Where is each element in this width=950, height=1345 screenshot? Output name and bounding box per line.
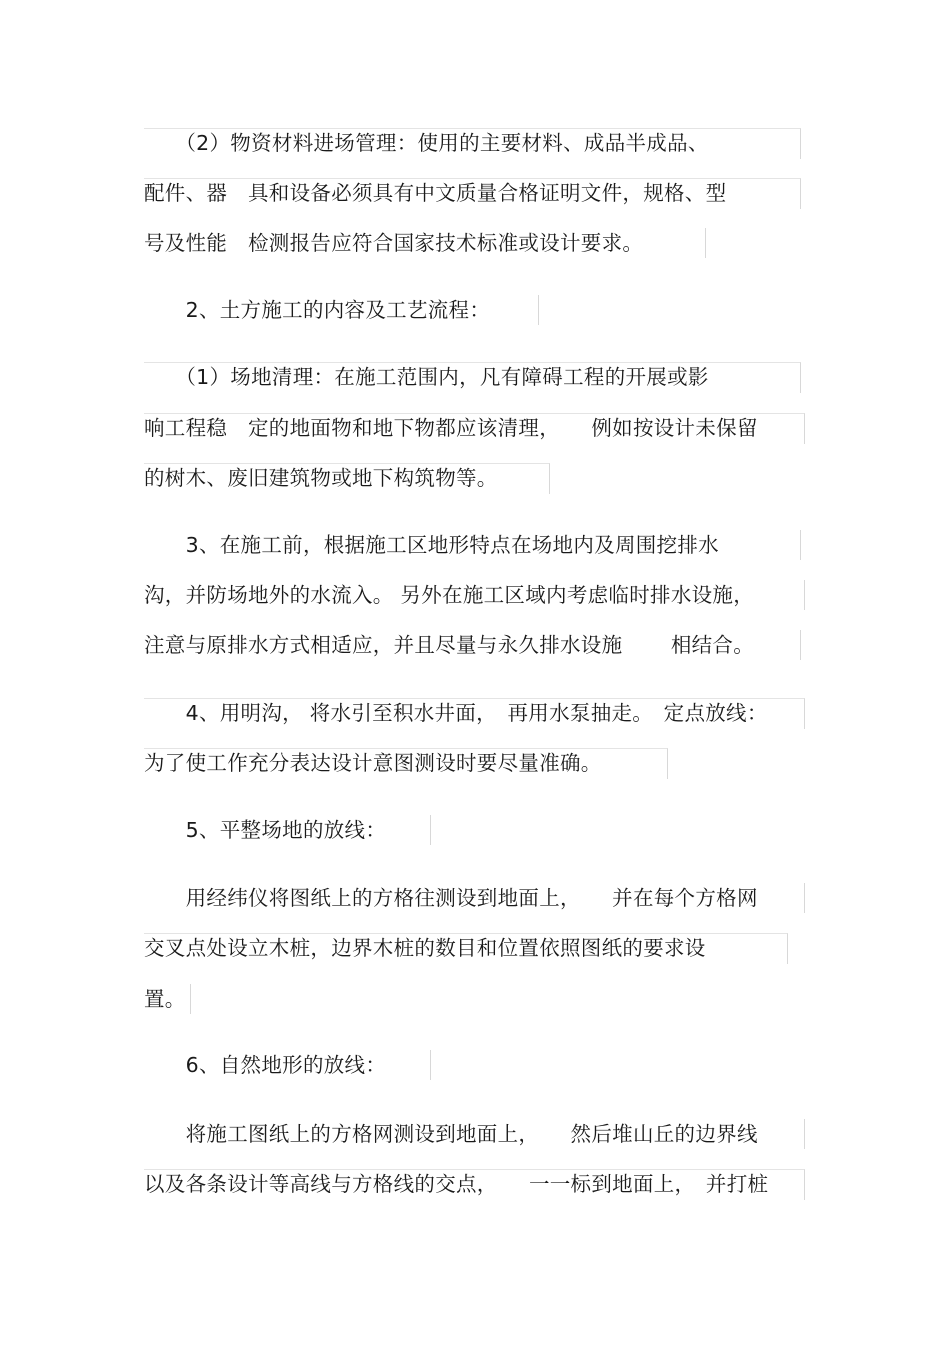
paragraph-line: 置。 bbox=[144, 987, 186, 1011]
text-frame-edge bbox=[430, 1050, 431, 1080]
paragraph-line: 的树木、废旧建筑物或地下构筑物等。 bbox=[144, 466, 498, 490]
paragraph-line: 以及各条设计等高线与方格线的交点， 一一标到地面上， 并打桩 bbox=[144, 1172, 769, 1196]
text-frame-edge bbox=[804, 580, 805, 610]
paragraph-line: 3、在施工前，根据施工区地形特点在场地内及周围挖排水 bbox=[144, 533, 719, 557]
paragraph-line: （2）物资材料进场管理：使用的主要材料、成品半成品、 bbox=[144, 131, 709, 155]
paragraph-line: （1）场地清理：在施工范围内，凡有障碍工程的开展或影 bbox=[144, 365, 709, 389]
paragraph-line: 4、用明沟， 将水引至积水井面， 再用水泵抽走。 定点放线： bbox=[144, 701, 768, 725]
paragraph-line: 为了使工作充分表达设计意图测设时要尽量准确。 bbox=[144, 751, 602, 775]
paragraph-line: 配件、器 具和设备必须具有中文质量合格证明文件，规格、型 bbox=[144, 181, 727, 205]
paragraph-line: 响工程稳 定的地面物和地下物都应该清理， 例如按设计未保留 bbox=[144, 416, 758, 440]
text-frame-edge bbox=[705, 228, 706, 258]
paragraph-line: 沟，并防场地外的水流入。 另外在施工区域内考虑临时排水设施， bbox=[144, 583, 755, 607]
text-frame-edge bbox=[804, 883, 805, 913]
text-frame-edge bbox=[800, 630, 801, 660]
section-heading: 6、自然地形的放线： bbox=[144, 1053, 387, 1077]
text-frame-edge bbox=[804, 1119, 805, 1149]
paragraph-line: 注意与原排水方式相适应，并且尽量与永久排水设施 相结合。 bbox=[144, 633, 755, 657]
section-heading: 5、平整场地的放线： bbox=[144, 818, 387, 842]
paragraph-line: 号及性能 检测报告应符合国家技术标准或设计要求。 bbox=[144, 231, 644, 255]
text-frame-edge bbox=[800, 530, 801, 560]
text-frame-edge bbox=[190, 984, 191, 1014]
text-frame-edge bbox=[430, 815, 431, 845]
section-heading: 2、土方施工的内容及工艺流程： bbox=[144, 298, 491, 322]
paragraph-line: 交叉点处设立木桩，边界木桩的数目和位置依照图纸的要求设 bbox=[144, 936, 706, 960]
paragraph-line: 用经纬仪将图纸上的方格往测设到地面上， 并在每个方格网 bbox=[144, 886, 758, 910]
text-frame-edge bbox=[538, 295, 539, 325]
paragraph-line: 将施工图纸上的方格网测设到地面上， 然后堆山丘的边界线 bbox=[144, 1122, 758, 1146]
